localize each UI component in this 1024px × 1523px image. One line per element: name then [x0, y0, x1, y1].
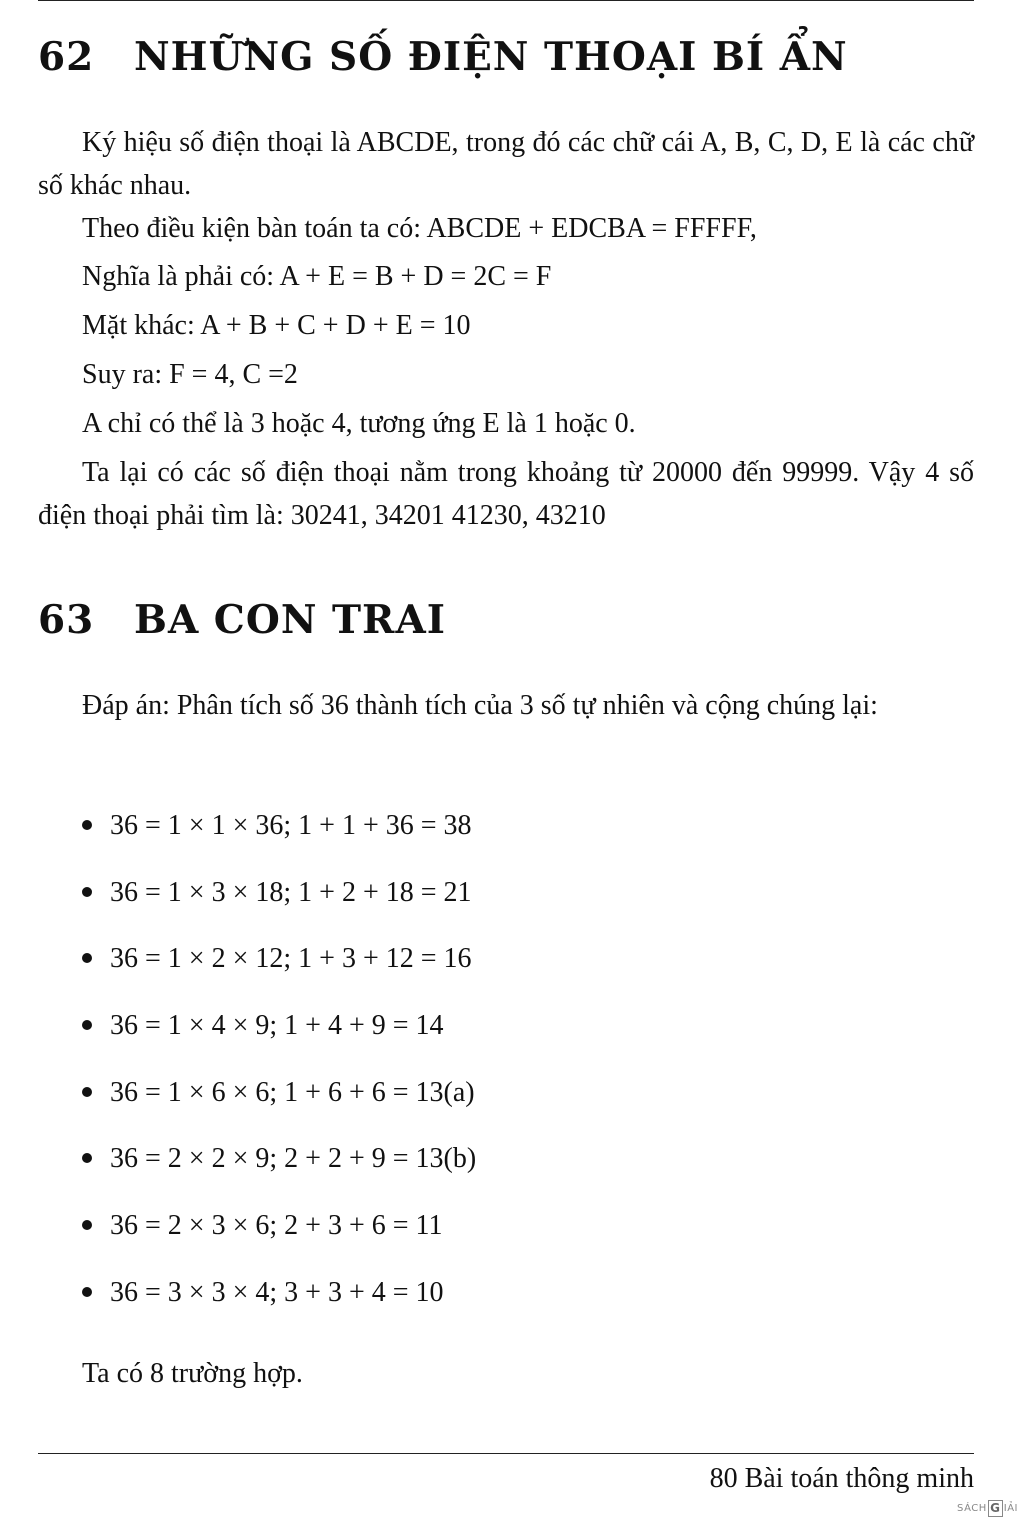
list-item — [82, 1210, 443, 1242]
watermark-logo — [957, 1500, 1018, 1517]
section-number: 63 — [38, 597, 95, 643]
list-item-text: 36 = 2 × 3 × 6; 2 + 3 + 6 = 11 — [110, 1210, 443, 1241]
section-number: 62 — [38, 34, 95, 80]
section-63-heading — [38, 597, 446, 643]
section-62-line-4: Suy ra: F = 4, C =2 — [82, 359, 298, 390]
list-item-text: 36 = 3 × 3 × 4; 3 + 3 + 4 = 10 — [110, 1277, 444, 1308]
list-item — [82, 1143, 476, 1175]
bullet-icon — [82, 1287, 92, 1297]
section-title: BA CON TRAI — [134, 597, 446, 643]
section-62-paragraph-2: Ta lại có các số điện thoại nằm trong khoảng từ 20000 đến 99999. Vậy 4 số điện thoại phải tìm là: 30241, 34201 41230, 43210 — [38, 457, 974, 531]
list-item-text: 36 = 1 × 2 × 12; 1 + 3 + 12 = 16 — [110, 943, 472, 974]
bullet-icon — [82, 953, 92, 963]
top-rule — [38, 0, 974, 1]
watermark-left: SÁCH — [957, 1503, 987, 1514]
list-item-text: 36 = 1 × 6 × 6; 1 + 6 + 6 = 13(a) — [110, 1077, 475, 1108]
list-item-text: 36 = 1 × 4 × 9; 1 + 4 + 9 = 14 — [110, 1010, 444, 1041]
list-item — [82, 1077, 475, 1109]
bullet-icon — [82, 887, 92, 897]
bullet-icon — [82, 1087, 92, 1097]
section-62-line-5: A chỉ có thể là 3 hoặc 4, tương ứng E là 1 hoặc 0. — [82, 408, 636, 439]
watermark-g-icon: G — [988, 1500, 1003, 1517]
section-63-conclusion: Ta có 8 trường hợp. — [82, 1358, 303, 1389]
footer-book-title: 80 Bài toán thông minh — [709, 1463, 974, 1494]
section-62-line-1: Theo điều kiện bàn toán ta có: ABCDE + EDCBA = FFFFF, — [82, 213, 757, 244]
section-title: NHỮNG SỐ ĐIỆN THOẠI BÍ ẨN — [134, 34, 848, 80]
bullet-icon — [82, 1220, 92, 1230]
list-item — [82, 1010, 444, 1042]
section-63-intro: Đáp án: Phân tích số 36 thành tích của 3 số tự nhiên và cộng chúng lại: — [82, 690, 878, 721]
list-item-text: 36 = 1 × 3 × 18; 1 + 2 + 18 = 21 — [110, 877, 472, 908]
list-item — [82, 810, 472, 842]
list-item — [82, 943, 472, 975]
bullet-icon — [82, 1153, 92, 1163]
footer-rule — [38, 1453, 974, 1454]
section-62-line-3: Mặt khác: A + B + C + D + E = 10 — [82, 310, 471, 341]
list-item — [82, 1277, 444, 1309]
bullet-icon — [82, 1020, 92, 1030]
bullet-icon — [82, 820, 92, 830]
list-item-text: 36 = 1 × 1 × 36; 1 + 1 + 36 = 38 — [110, 810, 472, 841]
section-62-line-2: Nghĩa là phải có: A + E = B + D = 2C = F — [82, 261, 552, 292]
section-62-heading — [38, 34, 848, 80]
watermark-right: IẢI — [1003, 1503, 1018, 1514]
section-62-paragraph-1: Ký hiệu số điện thoại là ABCDE, trong đó các chữ cái A, B, C, D, E là các chữ số khác nhau. — [38, 127, 974, 201]
list-item — [82, 877, 472, 909]
list-item-text: 36 = 2 × 2 × 9; 2 + 2 + 9 = 13(b) — [110, 1143, 477, 1174]
